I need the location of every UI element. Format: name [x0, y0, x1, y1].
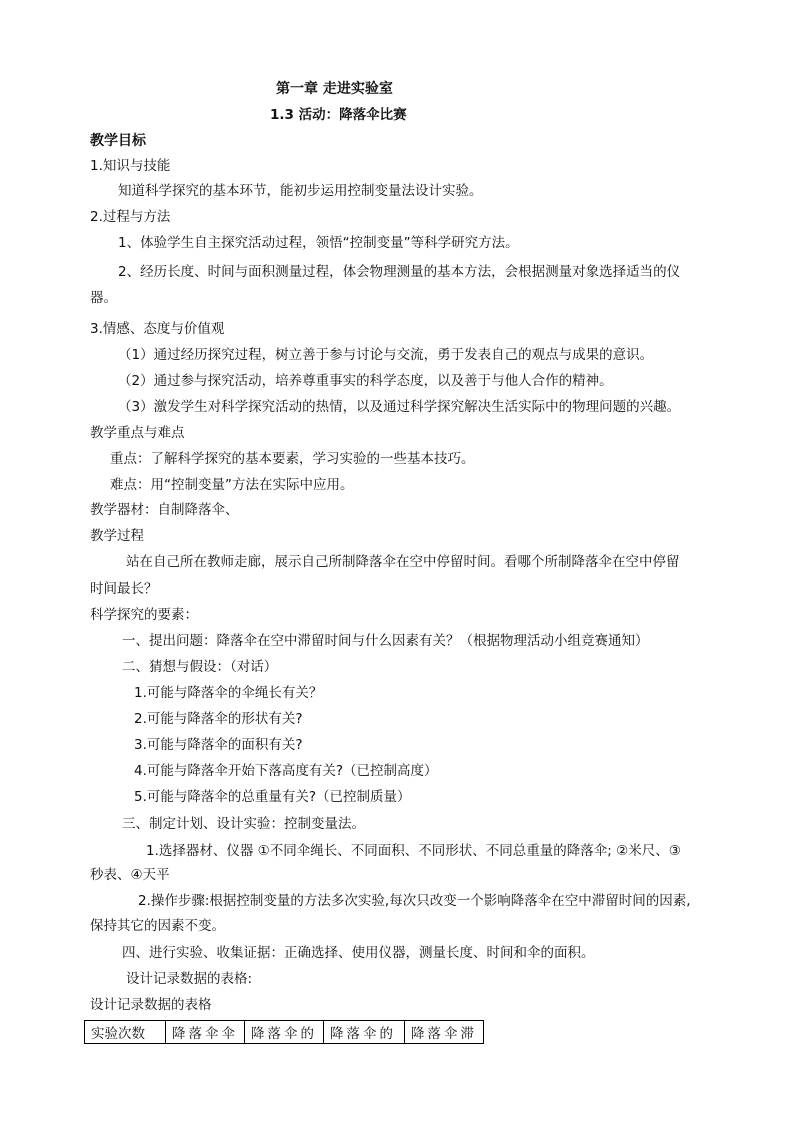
plan-item-1-cont: 秒表、④天平 — [90, 867, 170, 883]
table-header-cell: 降落伞伞 — [166, 1021, 245, 1044]
guess-item: 3.可能与降落伞的面积有关? — [134, 737, 303, 753]
guess-item: 4.可能与降落伞开始下落高度有关?（已控制高度） — [134, 763, 438, 779]
knowledge-text: 知道科学探究的基本环节，能初步运用控制变量法设计实验。 — [118, 183, 483, 199]
emotion-title: 3.情感、态度与价值观 — [90, 321, 225, 337]
step-1-question: 一、提出问题：降落伞在空中滞留时间与什么因素有关？（根据物理活动小组竞赛通知） — [122, 633, 649, 649]
emotion-item-3: （3）激发学生对科学探究活动的热情，以及通过科学探究解决生活实际中的物理问题的兴趣。 — [118, 399, 681, 415]
step-3-plan: 三、制定计划、设计实验：控制变量法。 — [122, 816, 365, 832]
record-data-table — [84, 1020, 484, 1044]
table-caption: 设计记录数据的表格 — [90, 997, 212, 1013]
plan-item-2: 2.操作步骤:根据控制变量的方法多次实验,每次只改变一个影响降落伞在空中滞留时间的因素, — [138, 893, 691, 909]
table-header-cell: 实验次数 — [85, 1021, 166, 1044]
table-header-row — [85, 1021, 484, 1044]
process-method-item-2-cont: 器。 — [90, 290, 117, 306]
process-method-item-2: 2、经历长度、时间与面积测量过程，体会物理测量的基本方法，会根据测量对象选择适当的仪 — [118, 264, 681, 280]
emotion-item-1: （1）通过经历探究过程，树立善于参与讨论与交流，勇于发表自己的观点与成果的意识。 — [118, 347, 654, 363]
guess-item: 2.可能与降落伞的形状有关? — [134, 711, 303, 727]
process-method-item-1: 1、体验学生自主探究活动过程，领悟“控制变量”等科学研究方法。 — [118, 235, 519, 251]
teaching-process-heading: 教学过程 — [90, 528, 144, 544]
table-intro: 设计记录数据的表格: — [126, 971, 253, 987]
table-header-cell: 降落伞的 — [324, 1021, 405, 1044]
step-2-hypothesis: 二、猜想与假设：（对话） — [122, 659, 278, 675]
step-4-experiment: 四、进行实验、收集证据：正确选择、使用仪器，测量长度、时间和伞的面积。 — [122, 945, 595, 961]
chapter-title: 第一章 走进实验室 — [276, 81, 393, 97]
table-header-cell: 降落伞的 — [245, 1021, 324, 1044]
plan-item-1: 1.选择器材、仪器 ①不同伞绳长、不同面积、不同形状、不同总重量的降落伞; ②米尺、③ — [146, 843, 681, 859]
plan-item-2-cont: 保持其它的因素不变。 — [90, 918, 225, 934]
guess-item: 5.可能与降落伞的总重量有关?（已控制质量） — [134, 789, 411, 805]
process-intro-cont: 时间最长？ — [90, 581, 158, 597]
keypoints-heading: 教学重点与难点 — [90, 425, 185, 441]
knowledge-title: 1.知识与技能 — [90, 158, 171, 174]
process-method-title: 2.过程与方法 — [90, 209, 171, 225]
goals-heading: 教学目标 — [90, 133, 146, 149]
keypoints-difficulty: 难点：用“控制变量”方法在实际中应用。 — [110, 477, 354, 493]
keypoints-focus: 重点：了解科学探究的基本要素，学习实验的一些基本技巧。 — [110, 451, 475, 467]
section-title: 1.3 活动：降落伞比赛 — [270, 107, 407, 123]
equipment-line: 教学器材：自制降落伞、 — [90, 502, 239, 518]
guess-item: 1.可能与降落伞的伞绳长有关？ — [134, 685, 323, 701]
emotion-item-2: （2）通过参与探究活动，培养尊重事实的科学态度，以及善于与他人合作的精神。 — [118, 373, 613, 389]
table-header-cell: 降落伞滞 — [405, 1021, 484, 1044]
process-intro: 站在自己所在教师走廊，展示自己所制降落伞在空中停留时间。看哪个所制降落伞在空中停留 — [126, 554, 680, 570]
elements-heading: 科学探究的要素： — [90, 607, 198, 623]
